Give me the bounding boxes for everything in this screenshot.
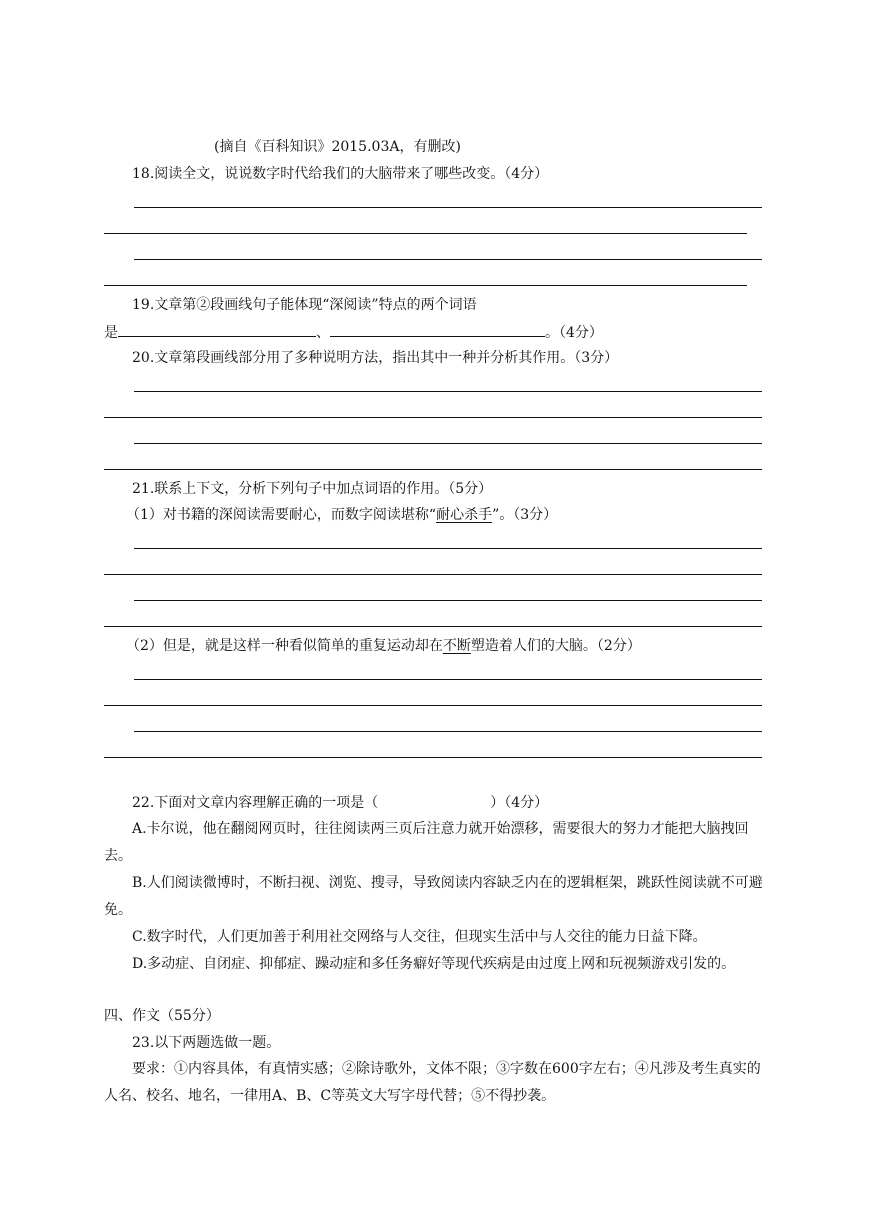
answer-line (134, 731, 762, 732)
sub1-text-before: （1）对书籍的深阅读需要耐心，而数字阅读堪称“ (126, 507, 437, 523)
question-22-score: ）（4分） (490, 795, 549, 811)
sub1-text-after: ”。（3分） (492, 507, 558, 523)
question-18: 18.阅读全文，说说数字时代给我们的大脑带来了哪些改变。（4分） (132, 166, 549, 182)
question-21: 21.联系上下文，分析下列句子中加点词语的作用。（5分） (132, 481, 493, 497)
answer-line (104, 705, 762, 706)
question-23: 23.以下两题选做一题。 (132, 1035, 281, 1051)
option-b: B.人们阅读微博时，不断扫视、浏览、搜寻，导致阅读内容缺乏内在的逻辑框架，跳跃性阅读就不可避免。 (104, 875, 763, 918)
answer-line (134, 548, 762, 549)
question-19-suffix: 。（4分） (545, 325, 603, 341)
answer-line (104, 285, 747, 286)
question-21-sub1 (126, 506, 557, 524)
question-19: 19.文章第②段画线句子能体现“深阅读”特点的两个词语 (132, 297, 477, 313)
question-22 (132, 794, 548, 812)
fill-blank-2[interactable] (330, 322, 545, 337)
answer-line (134, 391, 762, 392)
sub2-underlined-word: 不断 (442, 638, 471, 654)
question-19-prefix: 是 (104, 325, 118, 341)
section-heading: 四、作文（55分） (104, 1008, 220, 1024)
sub2-text-after: 塑造着人们的大脑。（2分） (470, 638, 641, 654)
option-c: C.数字时代，人们更加善于利用社交网络与人交往，但现实生活中与人交往的能力日益下降。 (132, 929, 707, 945)
option-d: D.多动症、自闭症、抑郁症、躁动症和多任务癖好等现代疾病是由过度上网和玩视频游戏引发的。 (132, 956, 736, 972)
answer-line (134, 443, 762, 444)
answer-line (134, 600, 762, 601)
fill-blank-1[interactable] (118, 322, 316, 337)
answer-line (104, 233, 747, 234)
question-19-separator: 、 (316, 325, 330, 341)
answer-line (134, 207, 762, 208)
option-a: A.卡尔说，他在翻阅网页时，往往阅读两三页后注意力就开始漂移，需要很大的努力才能把大脑拽回去。 (104, 821, 749, 864)
sub2-text-before: （2）但是，就是这样一种看似简单的重复运动却在 (126, 638, 443, 654)
question-19-answer-row (104, 322, 603, 342)
question-22-stem: 22.下面对文章内容理解正确的一项是（ (132, 795, 379, 811)
question-20: 20.文章第段画线部分用了多种说明方法，指出其中一种并分析其作用。（3分） (132, 350, 619, 366)
answer-line (104, 757, 762, 758)
source-note: (摘自《百科知识》2015.03A，有删改) (214, 139, 461, 155)
answer-line (134, 679, 762, 680)
sub1-underlined-phrase: 耐心杀手 (436, 507, 493, 523)
answer-line (134, 259, 762, 260)
answer-line (104, 626, 762, 627)
essay-requirements: 要求：①内容具体，有真情实感；②除诗歌外，文体不限；③字数在600字左右；④凡涉及考生真实的人名、校名、地名，一律用A、B、C等英文大写字母代替；⑤不得抄袭。 (104, 1061, 761, 1104)
answer-line (104, 469, 762, 470)
answer-line (104, 417, 762, 418)
answer-line (104, 574, 762, 575)
question-21-sub2 (126, 637, 641, 655)
